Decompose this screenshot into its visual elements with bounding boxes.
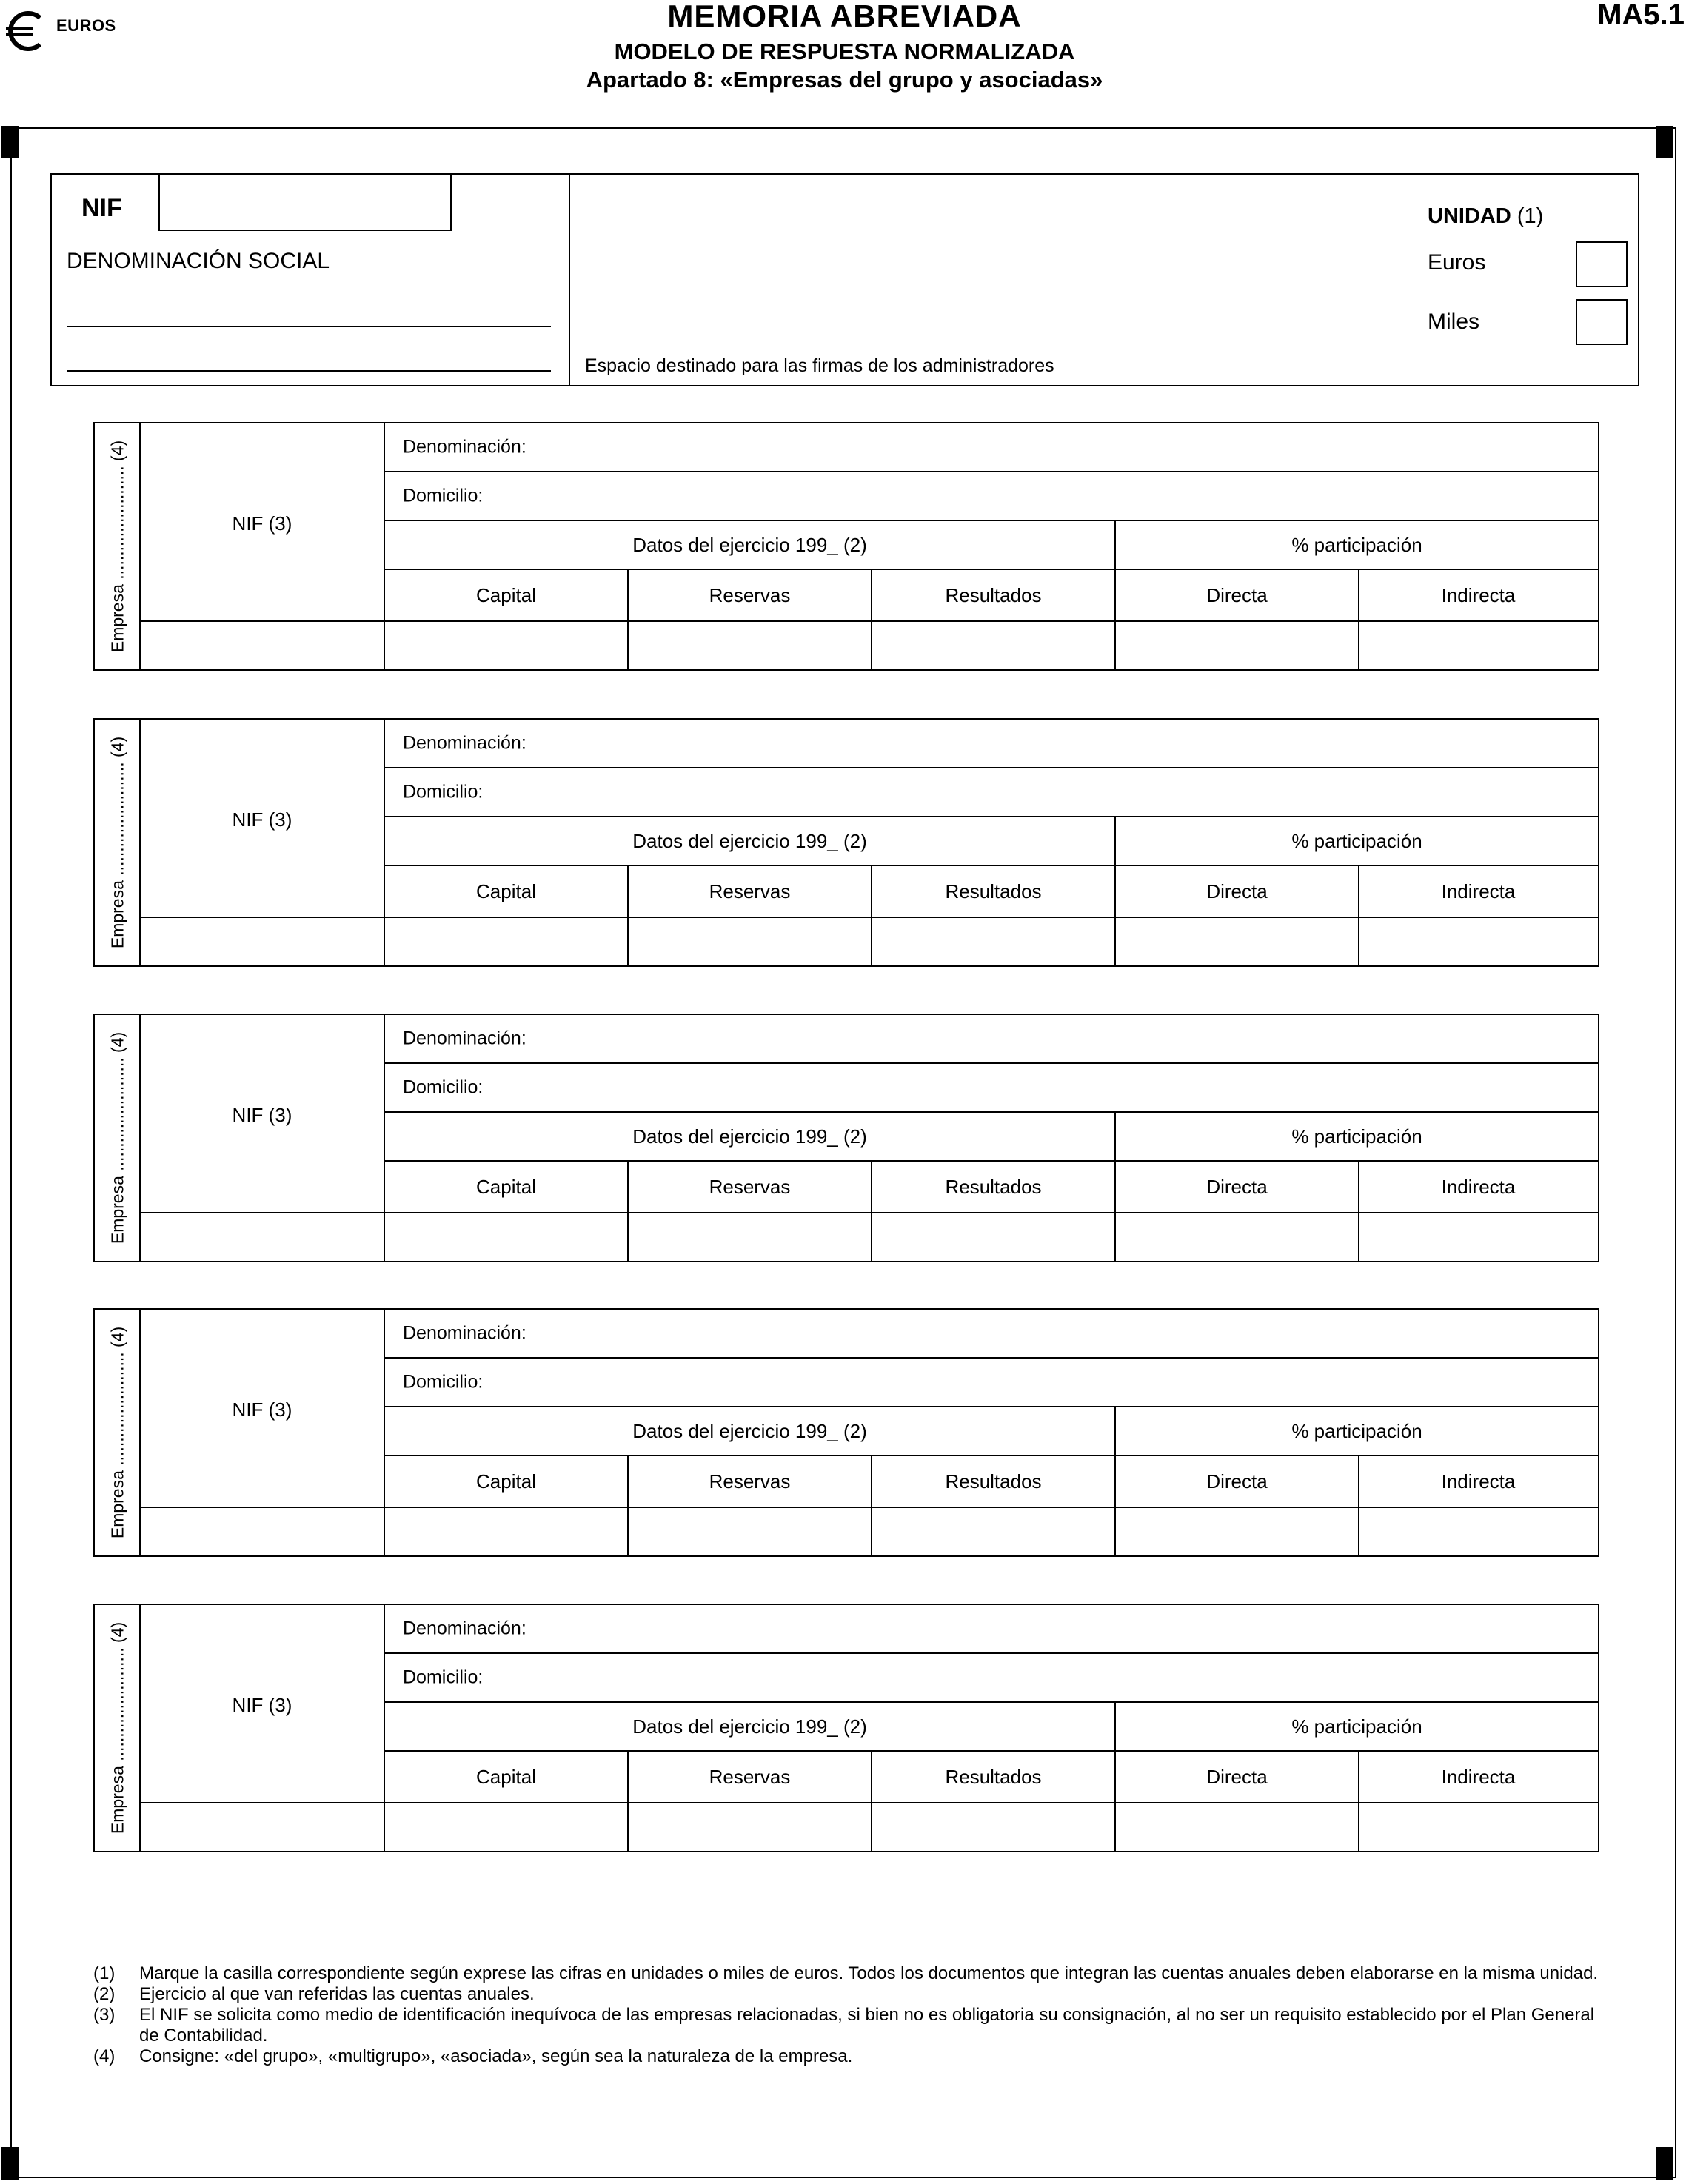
reservas-value-cell[interactable] xyxy=(629,1803,872,1851)
group-header-row xyxy=(385,1703,1598,1752)
empresa-cell[interactable] xyxy=(95,720,141,965)
resultados-value-cell[interactable] xyxy=(872,1508,1116,1555)
values-row xyxy=(141,620,1598,669)
nif-value-cell[interactable] xyxy=(141,918,385,965)
datos-header: Datos del ejercicio 199_ (2) xyxy=(385,1407,1116,1455)
group-header-row xyxy=(385,1113,1598,1162)
footnote-number: (3) xyxy=(93,2005,116,2025)
column-header-capital: Capital xyxy=(385,1456,629,1507)
domicilio-row[interactable] xyxy=(385,768,1598,817)
column-header-resultados: Resultados xyxy=(872,1162,1116,1212)
datos-header: Datos del ejercicio 199_ (2) xyxy=(385,1113,1116,1160)
footnote-text: Consigne: «del grupo», «multigrupo», «asociada», según sea la naturaleza de la empresa. xyxy=(139,2046,853,2066)
column-header-capital: Capital xyxy=(385,1752,629,1802)
domicilio-row[interactable] xyxy=(385,1064,1598,1113)
column-header-directa: Directa xyxy=(1116,1752,1359,1802)
nif-label: NIF (3) xyxy=(232,1104,292,1126)
denominacion-field[interactable] xyxy=(67,326,551,327)
empresa-label: Empresa ........................ (4) xyxy=(107,1326,127,1539)
denominacion-field[interactable] xyxy=(67,370,551,372)
participacion-header: % participación xyxy=(1291,533,1422,556)
empresa-label: Empresa ........................ (4) xyxy=(107,1621,127,1835)
indirecta-value-cell[interactable] xyxy=(1359,918,1598,965)
column-header-resultados: Resultados xyxy=(872,1456,1116,1507)
nif-field[interactable] xyxy=(158,175,452,231)
reservas-value-cell[interactable] xyxy=(629,622,872,669)
footnote xyxy=(93,2046,1599,2067)
group-header-row xyxy=(385,1407,1598,1456)
resultados-value-cell[interactable] xyxy=(872,918,1116,965)
column-header-row xyxy=(385,1752,1598,1802)
values-row xyxy=(141,1212,1598,1261)
nif-cell[interactable] xyxy=(141,1015,385,1212)
footnote-number: (1) xyxy=(93,1963,116,1983)
denominacion-row[interactable] xyxy=(385,1605,1598,1654)
footnote-text: Ejercicio al que van referidas las cuentas anuales. xyxy=(139,1984,535,2004)
miles-checkbox[interactable] xyxy=(1576,299,1628,345)
footnote-text: Marque la casilla correspondiente según exprese las cifras en unidades o miles de euros. Todos los documentos que integran las cuentas anuales deben elaborarse en la misma unidad. xyxy=(139,1963,1599,1983)
domicilio-label: Domicilio: xyxy=(403,1076,484,1098)
column-header-indirecta: Indirecta xyxy=(1441,1175,1516,1198)
unidad-heading xyxy=(1428,204,1543,229)
indirecta-value-cell[interactable] xyxy=(1359,1213,1598,1261)
empresa-label: Empresa ........................ (4) xyxy=(107,440,127,653)
reservas-value-cell[interactable] xyxy=(629,1508,872,1555)
resultados-value-cell[interactable] xyxy=(872,1803,1116,1851)
column-header-row xyxy=(385,866,1598,917)
footnotes xyxy=(93,1963,1599,2067)
reservas-value-cell[interactable] xyxy=(629,918,872,965)
column-header-indirecta: Indirecta xyxy=(1441,1765,1516,1788)
column-header-reservas: Reservas xyxy=(629,1456,872,1507)
nif-label: NIF (3) xyxy=(232,808,292,831)
values-row xyxy=(141,1507,1598,1555)
nif-cell[interactable] xyxy=(141,423,385,620)
nif-cell[interactable] xyxy=(141,720,385,917)
empresa-cell[interactable] xyxy=(95,1605,141,1851)
column-header-directa: Directa xyxy=(1116,866,1359,917)
indirecta-value-cell[interactable] xyxy=(1359,1803,1598,1851)
directa-value-cell[interactable] xyxy=(1116,1213,1359,1261)
nif-cell[interactable] xyxy=(141,1605,385,1802)
registration-mark xyxy=(1656,2147,1673,2180)
directa-value-cell[interactable] xyxy=(1116,1508,1359,1555)
signature-area-label: Espacio destinado para las firmas de los administradores xyxy=(585,355,1054,376)
denominacion-label: Denominación: xyxy=(403,436,526,458)
unidad-label: UNIDAD xyxy=(1428,204,1511,228)
form-code: MA5.1 xyxy=(1597,0,1685,31)
group-header-row xyxy=(385,817,1598,866)
column-header-reservas: Reservas xyxy=(629,1752,872,1802)
denominacion-label: Denominación: xyxy=(403,732,526,754)
capital-value-cell[interactable] xyxy=(385,1803,629,1851)
capital-value-cell[interactable] xyxy=(385,622,629,669)
denominacion-row[interactable] xyxy=(385,720,1598,768)
unit-option-euros: Euros xyxy=(1428,250,1486,275)
column-header-reservas: Reservas xyxy=(629,570,872,620)
page-title: MEMORIA ABREVIADA xyxy=(667,0,1022,33)
participacion-header: % participación xyxy=(1291,1715,1422,1738)
euros-checkbox[interactable] xyxy=(1576,241,1628,287)
nif-value-cell[interactable] xyxy=(141,1508,385,1555)
divider xyxy=(569,173,570,386)
company-block xyxy=(93,1308,1599,1557)
empresa-cell[interactable] xyxy=(95,1310,141,1555)
denominacion-label: DENOMINACIÓN SOCIAL xyxy=(67,249,330,273)
column-header-reservas: Reservas xyxy=(629,1162,872,1212)
unit-option-miles: Miles xyxy=(1428,309,1480,334)
directa-value-cell[interactable] xyxy=(1116,622,1359,669)
directa-value-cell[interactable] xyxy=(1116,918,1359,965)
denominacion-label: Denominación: xyxy=(403,1028,526,1049)
values-row xyxy=(141,1802,1598,1851)
denominacion-row[interactable] xyxy=(385,423,1598,472)
nif-value-cell[interactable] xyxy=(141,1803,385,1851)
column-header-resultados: Resultados xyxy=(872,1752,1116,1802)
column-header-directa: Directa xyxy=(1116,1456,1359,1507)
column-header-row xyxy=(385,1456,1598,1507)
column-header-directa: Directa xyxy=(1116,1162,1359,1212)
participacion-header: % participación xyxy=(1291,1419,1422,1442)
domicilio-label: Domicilio: xyxy=(403,1371,484,1393)
page-subtitle: MODELO DE RESPUESTA NORMALIZADA xyxy=(614,38,1075,64)
capital-value-cell[interactable] xyxy=(385,1508,629,1555)
company-block xyxy=(93,1604,1599,1852)
footnote-text: El NIF se solicita como medio de identificación inequívoca de las empresas relacionadas, si bien no es obligatoria su consignación, al no ser un requisito establecido por el Plan General de Contabilidad. xyxy=(139,2005,1595,2046)
company-block xyxy=(93,422,1599,671)
section-title: Apartado 8: «Empresas del grupo y asociadas» xyxy=(586,67,1103,93)
company-block xyxy=(93,1014,1599,1262)
group-header-row xyxy=(385,521,1598,570)
capital-value-cell[interactable] xyxy=(385,1213,629,1261)
column-header-reservas: Reservas xyxy=(629,866,872,917)
directa-value-cell[interactable] xyxy=(1116,1803,1359,1851)
registration-mark xyxy=(1,126,19,158)
domicilio-row[interactable] xyxy=(385,1359,1598,1407)
indirecta-value-cell[interactable] xyxy=(1359,622,1598,669)
column-header-indirecta: Indirecta xyxy=(1441,1470,1516,1493)
column-header-resultados: Resultados xyxy=(872,570,1116,620)
empresa-label: Empresa ........................ (4) xyxy=(107,736,127,949)
footnote xyxy=(93,1963,1599,1984)
footnote-number: (2) xyxy=(93,1984,116,2004)
footnote xyxy=(93,1984,1599,2005)
empresa-label: Empresa ........................ (4) xyxy=(107,1031,127,1245)
reservas-value-cell[interactable] xyxy=(629,1213,872,1261)
datos-header: Datos del ejercicio 199_ (2) xyxy=(385,1703,1116,1750)
domicilio-row[interactable] xyxy=(385,472,1598,521)
nif-label: NIF (3) xyxy=(232,512,292,535)
domicilio-label: Domicilio: xyxy=(403,781,484,803)
denominacion-row[interactable] xyxy=(385,1015,1598,1064)
unidad-note: (1) xyxy=(1516,204,1544,228)
nif-label: NIF (3) xyxy=(232,1694,292,1716)
column-header-directa: Directa xyxy=(1116,570,1359,620)
domicilio-label: Domicilio: xyxy=(403,1667,484,1688)
participacion-header: % participación xyxy=(1291,1125,1422,1148)
domicilio-row[interactable] xyxy=(385,1654,1598,1703)
footnote-number: (4) xyxy=(93,2046,116,2066)
column-header-row xyxy=(385,1162,1598,1212)
column-header-resultados: Resultados xyxy=(872,866,1116,917)
resultados-value-cell[interactable] xyxy=(872,622,1116,669)
currency-label: EUROS xyxy=(56,16,116,35)
nif-value-cell[interactable] xyxy=(141,622,385,669)
registration-mark xyxy=(1,2147,19,2180)
values-row xyxy=(141,917,1598,965)
capital-value-cell[interactable] xyxy=(385,918,629,965)
company-block xyxy=(93,718,1599,967)
denominacion-label: Denominación: xyxy=(403,1322,526,1344)
nif-label: NIF xyxy=(81,194,122,222)
nif-label: NIF (3) xyxy=(232,1399,292,1421)
denominacion-row[interactable] xyxy=(385,1310,1598,1359)
column-header-capital: Capital xyxy=(385,570,629,620)
datos-header: Datos del ejercicio 199_ (2) xyxy=(385,817,1116,865)
column-header-capital: Capital xyxy=(385,1162,629,1212)
resultados-value-cell[interactable] xyxy=(872,1213,1116,1261)
denominacion-label: Denominación: xyxy=(403,1618,526,1639)
column-header-indirecta: Indirecta xyxy=(1441,880,1516,902)
registration-mark xyxy=(1656,126,1673,158)
nif-cell[interactable] xyxy=(141,1310,385,1507)
empresa-cell[interactable] xyxy=(95,1015,141,1261)
empresa-cell[interactable] xyxy=(95,423,141,669)
datos-header: Datos del ejercicio 199_ (2) xyxy=(385,521,1116,569)
column-header-indirecta: Indirecta xyxy=(1441,583,1516,606)
nif-value-cell[interactable] xyxy=(141,1213,385,1261)
participacion-header: % participación xyxy=(1291,829,1422,852)
domicilio-label: Domicilio: xyxy=(403,485,484,506)
footnote xyxy=(93,2005,1599,2046)
indirecta-value-cell[interactable] xyxy=(1359,1508,1598,1555)
column-header-capital: Capital xyxy=(385,866,629,917)
column-header-row xyxy=(385,570,1598,620)
